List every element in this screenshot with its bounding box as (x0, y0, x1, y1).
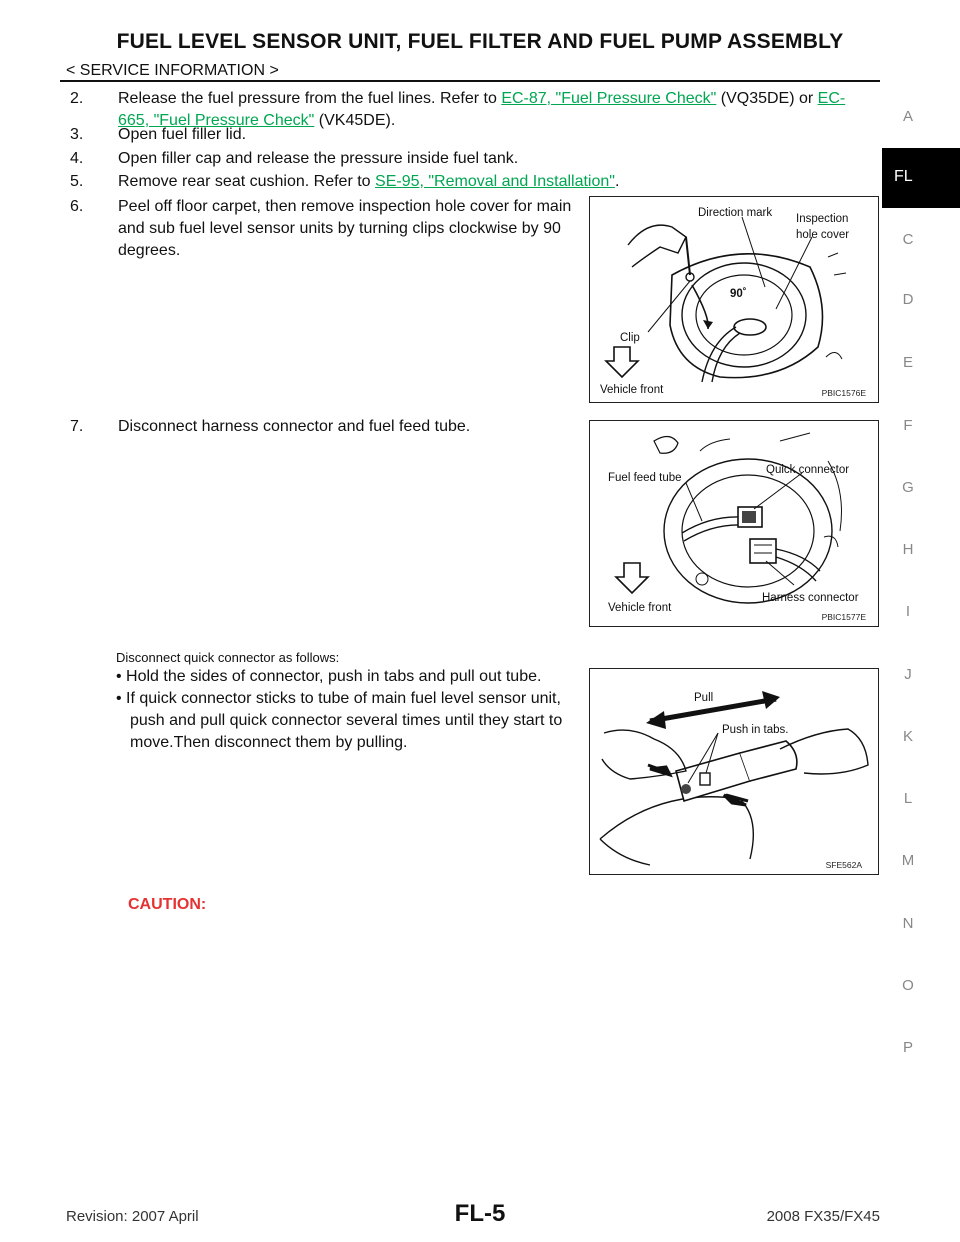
step-text: Release the fuel pressure from the fuel lines. Refer to (118, 90, 502, 107)
step-number: 2. (70, 90, 84, 107)
step-text: (VK45DE). (314, 112, 396, 129)
index-tab[interactable]: E (902, 354, 913, 371)
page-number: FL-5 (454, 1200, 506, 1227)
step-text: . (614, 173, 620, 190)
index-tab[interactable]: K (902, 728, 913, 745)
ref-link-ec665-cont[interactable]: 665, "Fuel Pressure Check" (118, 112, 315, 129)
label-harness-connector: Harness connector (762, 592, 859, 604)
label-angle: 90˚ (730, 288, 747, 300)
step-number: 6. (70, 198, 84, 215)
index-tab[interactable]: D (902, 291, 914, 308)
footer-revision: Revision: 2007 April (66, 1208, 199, 1225)
step-number: 3. (70, 126, 84, 143)
figure-code: PBIC1577E (821, 612, 866, 622)
section-breadcrumb: < SERVICE INFORMATION > (66, 62, 279, 79)
index-tab[interactable]: L (903, 790, 913, 807)
quick-connector-illustration (590, 669, 878, 874)
step-number: 4. (70, 150, 84, 167)
figure-quick-connector (589, 668, 879, 875)
label-fuel-feed-tube: Fuel feed tube (608, 472, 682, 484)
step-text-line: and sub fuel level sensor units by turning clips clockwise by 90 (118, 220, 561, 237)
index-tab[interactable]: F (903, 417, 913, 434)
figure-inspection-hole-cover (589, 196, 879, 403)
index-tab[interactable]: H (902, 541, 914, 558)
footer-model: 2008 FX35/FX45 (766, 1208, 880, 1225)
inspection-cover-illustration (590, 197, 878, 402)
index-tab[interactable]: M (901, 852, 915, 869)
step-text-line: Peel off floor carpet, then remove inspection hole cover for main (118, 198, 572, 215)
label-hole-cover: hole cover (796, 229, 850, 241)
step-text: Disconnect harness connector and fuel feed tube. (118, 418, 471, 435)
figure-code: PBIC1576E (821, 388, 866, 398)
bullet-icon: • (116, 668, 127, 685)
label-inspection: Inspection (796, 213, 849, 225)
label-direction-mark: Direction mark (698, 207, 773, 219)
label-vehicle-front: Vehicle front (600, 384, 664, 396)
header-divider (60, 80, 880, 82)
label-push-tabs: Push in tabs. (722, 724, 789, 736)
step-text: Remove rear seat cushion. Refer to (118, 173, 376, 190)
index-tab[interactable]: I (905, 603, 911, 620)
index-tab[interactable]: N (902, 915, 914, 932)
step-text: (VQ35DE) or (716, 90, 818, 107)
figure-code: SFE562A (825, 860, 862, 870)
label-quick-connector: Quick connector (766, 464, 850, 476)
label-vehicle-front: Vehicle front (608, 602, 672, 614)
caution-heading: CAUTION: (128, 896, 207, 913)
step-text-line: degrees. (118, 242, 181, 259)
bullet-item (116, 666, 586, 688)
index-tab[interactable]: C (902, 231, 914, 248)
bullet-text: Hold the sides of connector, push in tabs and pull out tube. (126, 668, 542, 685)
index-tab[interactable]: P (902, 1039, 913, 1056)
bullet-text-cont: move.Then disconnect them by pulling. (130, 734, 408, 751)
page-title: FUEL LEVEL SENSOR UNIT, FUEL FILTER AND FUEL PUMP ASSEMBLY (116, 30, 844, 53)
index-tab[interactable]: J (904, 666, 912, 683)
index-tab-active[interactable] (882, 148, 960, 208)
step-number: 5. (70, 173, 84, 190)
ref-link-ec665[interactable]: EC- (817, 90, 846, 107)
step-text: Open filler cap and release the pressure inside fuel tank. (118, 150, 519, 167)
bullet-text: If quick connector sticks to tube of main fuel level sensor unit, (126, 690, 561, 707)
bullet-item (116, 688, 586, 710)
figure-harness-connector (589, 420, 879, 627)
bullet-text-cont: push and pull quick connector several times until they start to (130, 712, 563, 729)
ref-link-ec87[interactable]: EC-87, "Fuel Pressure Check" (501, 90, 717, 107)
connector-illustration (590, 421, 878, 626)
ref-link-se95[interactable]: SE-95, "Removal and Installation" (375, 173, 615, 190)
label-pull: Pull (694, 692, 714, 704)
index-tab[interactable]: O (902, 977, 914, 994)
quick-connector-intro: Disconnect quick connector as follows: (116, 650, 340, 665)
index-tab[interactable]: A (902, 108, 913, 125)
index-tab[interactable]: G (902, 479, 914, 496)
step-number: 7. (70, 418, 84, 435)
step-text: Open fuel filler lid. (118, 126, 247, 143)
label-clip: Clip (620, 332, 640, 344)
bullet-icon: • (116, 690, 127, 707)
active-tab-label: FL (894, 168, 913, 185)
